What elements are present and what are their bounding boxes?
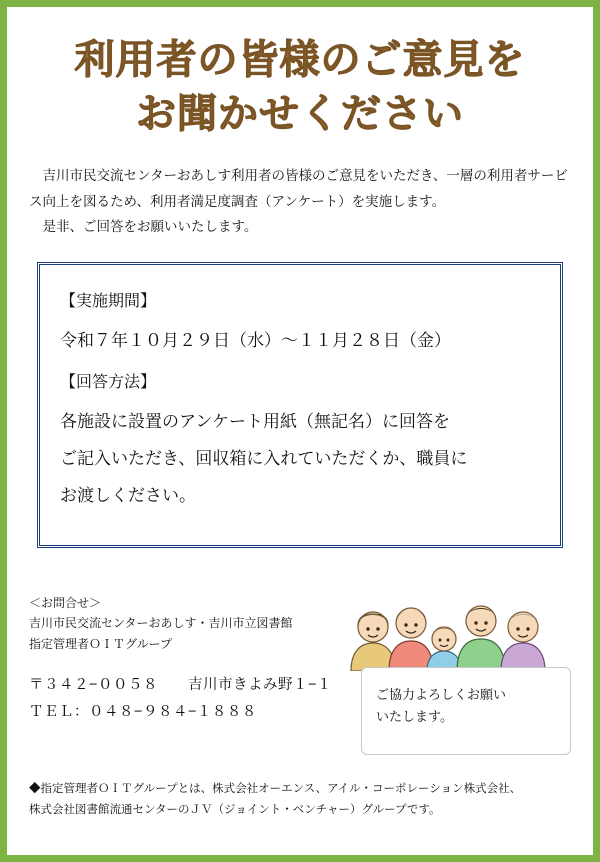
page-title [29,33,571,141]
period-text: 令和７年１０月２９日（水）〜１１月２８日（金） [60,330,451,350]
page-title-line-2: お聞かせください [136,92,464,136]
postal-address: 〒３４２−００５８ 吉川市きよみ野１−１ [29,677,332,693]
period-heading: 【実施期間】 [60,292,157,310]
elderly-man-figure [351,612,395,671]
contact-label: ＜お問合せ＞ [29,596,102,610]
intro-paragraph-2: 是非、ご回答をお願いいたします。 [42,219,258,235]
adult-woman-figure [389,608,433,671]
contact-org-line-1: 吉川市民交流センターおあしす・吉川市立図書館 [29,616,293,631]
bubble-line-2: いたします。 [376,709,453,725]
intro-text [29,163,571,240]
address-block [29,672,332,726]
page-title-line-1: 利用者の皆様のご意見を [74,38,526,82]
elderly-woman-figure [501,612,545,671]
method-text-line-3: お渡しください。 [60,486,196,506]
child-figure [427,627,461,671]
contact-block [29,593,293,654]
method-heading: 【回答方法】 [60,373,157,391]
footnote [29,779,571,820]
adult-man-figure [457,606,505,671]
details-box [37,262,563,548]
family-illustration [347,585,567,671]
footnote-line-2: 株式会社図書館流通センターのＪＶ（ジョイント・ベンチャー）グループです。 [29,803,441,816]
bubble-line-1: ご協力よろしくお願い [376,687,507,702]
telephone-number: ＴＥＬ：０４８−９８４−１８８８ [29,703,257,720]
speech-bubble [361,667,571,755]
method-text-line-2: ご記入いただき、回収箱に入れていただくか、職員に [60,448,468,468]
intro-paragraph-1: 吉川市民交流センターおあしす利用者の皆様のご意見をいただき、一層の利用者サービス向上を図るため、利用者満足度調査（アンケート）を実施します。 [29,168,568,209]
method-text-line-1: 各施設に設置のアンケート用紙（無記名）に回答を [60,411,450,431]
footnote-line-1: ◆指定管理者ＯＩＴグループとは、株式会社オーエンス、アイル・コーポレーション株式会社、 [29,783,522,795]
contact-org-line-2: 指定管理者ＯＩＴグループ [29,636,173,651]
